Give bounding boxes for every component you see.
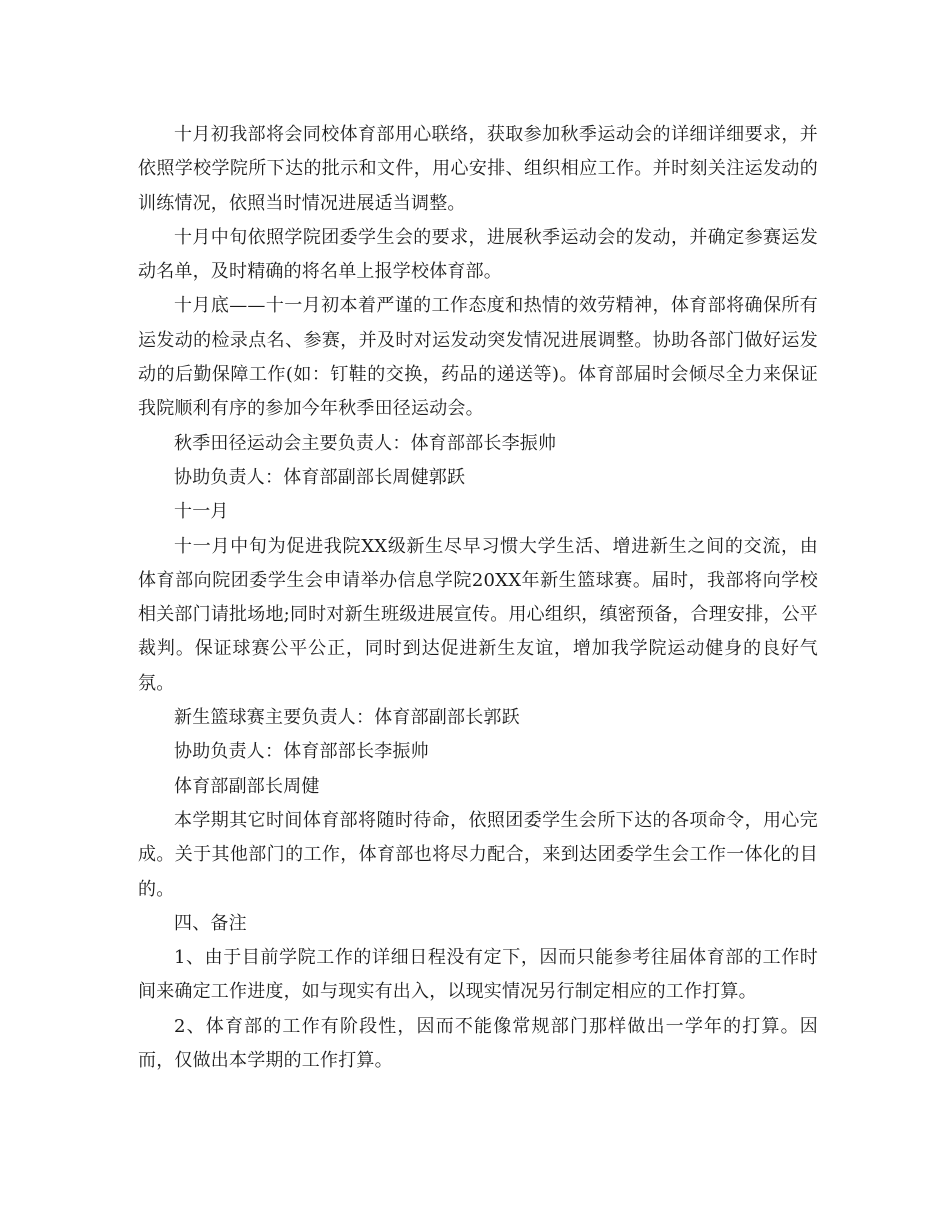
paragraph-sports-meet-lead: 秋季田径运动会主要负责人：体育部部长李振帅 [174,432,557,454]
paragraph-october-mid: 十月中旬依照学院团委学生会的要求，进展秋季运动会的发动，并确定参赛运发动名单，及时精确的将名单上报学校体育部。 [138,226,818,283]
paragraph-remark-2: 2、体育部的工作有阶段性，因而不能像常规部门那样做出一学年的打算。因而，仅做出本学期的工作打算。 [138,1015,818,1072]
paragraph-basketball-assist: 协助负责人：体育部部长李振帅 [174,741,429,763]
paragraph-basketball-lead: 新生篮球赛主要负责人：体育部副部长郭跃 [174,707,520,729]
paragraph-other-time: 本学期其它时间体育部将随时待命，依照团委学生会所下达的各项命令，用心完成。关于其他部门的工作，体育部也将尽力配合，来到达团委学生会工作一体化的目的。 [138,809,818,900]
paragraph-basketball-assist-2: 体育部副部长周健 [174,775,320,797]
paragraph-remark-1: 1、由于目前学院工作的详细日程没有定下，因而只能参考往届体育部的工作时间来确定工作进度，如与现实有出入，以现实情况另行制定相应的工作打算。 [138,947,818,1003]
paragraph-october-end: 十月底——十一月初本着严谨的工作态度和热情的效劳精神，体育部将确保所有运发动的检录点名、参赛，并及时对运发动突发情况进展调整。协助各部门做好运发动的后勤保障工作(如：钉鞋的交换，药品的递送等)。体育部届时会倾尽全力来保证我院顺利有序的参加今年秋季田径运动会。 [138,295,818,420]
paragraph-october-early: 十月初我部将会同校体育部用心联络，获取参加秋季运动会的详细详细要求，并依照学校学院所下达的批示和文件，用心安排、组织相应工作。并时刻关注运发动的训练情况，依照当时情况进展适当调整。 [138,124,818,214]
paragraph-sports-meet-assist: 协助负责人：体育部副部长周健郭跃 [174,466,466,488]
document-body [138,118,818,1078]
paragraph-november-mid: 十一月中旬为促进我院XX级新生尽早习惯大学生活、增进新生之间的交流，由体育部向院团委学生会申请举办信息学院20XX年新生篮球赛。届时，我部将向学校相关部门请批场地;同时对新生班级进展宣传。用心组织，缜密预备，合理安排，公平裁判。保证球赛公平公正，同时到达促进新生友谊，增加我学院运动健身的良好气氛。 [138,535,818,694]
section-heading-november: 十一月 [174,501,229,523]
section-heading-remarks: 四、备注 [174,912,247,934]
